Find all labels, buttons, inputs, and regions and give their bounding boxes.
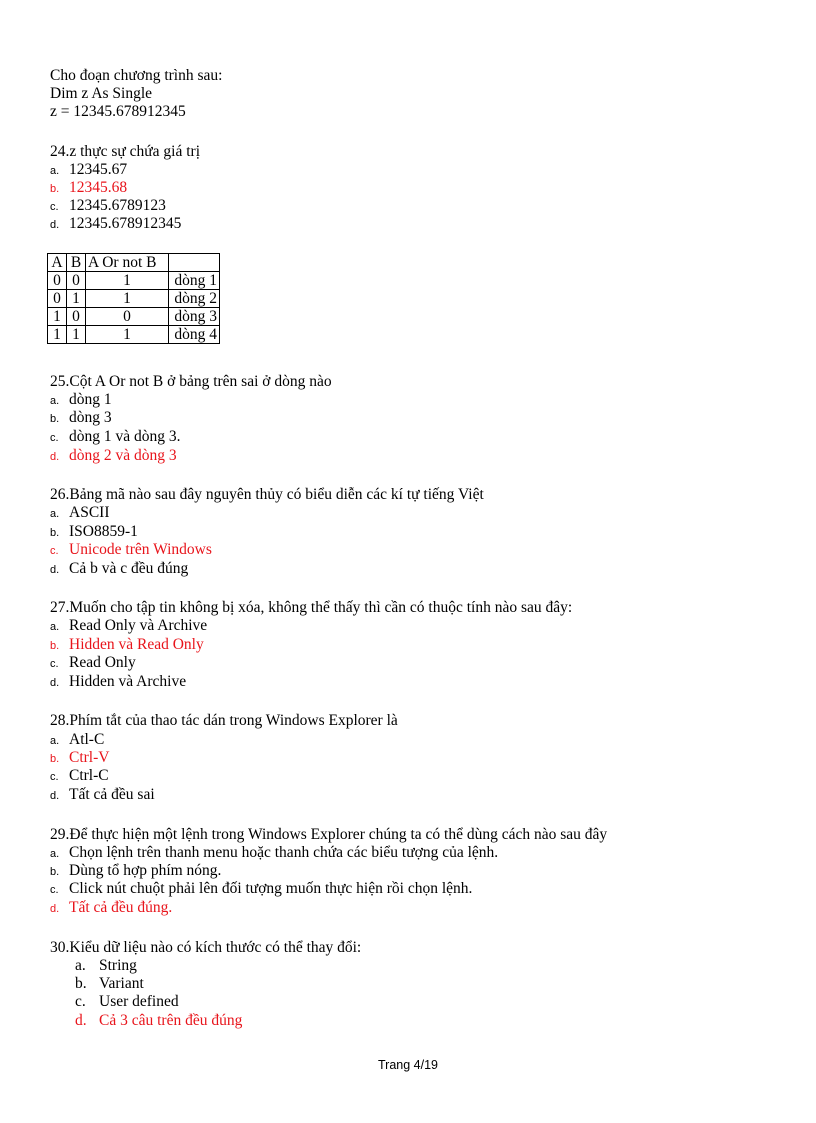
option-24d: d. 12345.678912345: [50, 215, 182, 232]
table-cell: 0: [67, 308, 86, 326]
table-cell: dòng 1: [169, 272, 220, 290]
table-cell: 0: [67, 272, 86, 290]
table-header: A Or not B: [86, 254, 169, 272]
option-28a: a. Atl-C: [50, 731, 105, 748]
option-25d-correct: d. dòng 2 và dòng 3: [50, 447, 177, 464]
option-27a: a. Read Only và Archive: [50, 617, 208, 634]
table-cell: 1: [86, 272, 169, 290]
question-27: 27.Muốn cho tập tin không bị xóa, không thể thấy thì cần có thuộc tính nào sau đây:: [50, 599, 573, 616]
table-cell: 0: [86, 308, 169, 326]
table-cell: 1: [86, 290, 169, 308]
table-row: [48, 326, 220, 344]
option-30c: c. User defined: [75, 993, 179, 1010]
truth-table: [47, 253, 220, 344]
table-cell: dòng 4: [169, 326, 220, 344]
option-30b: b. Variant: [75, 975, 144, 992]
option-25a: a. dòng 1: [50, 391, 112, 408]
table-cell: 1: [67, 326, 86, 344]
table-cell: dòng 2: [169, 290, 220, 308]
table-cell: dòng 3: [169, 308, 220, 326]
question-24: 24.z thực sự chứa giá trị: [50, 143, 201, 160]
option-29b: b. Dùng tổ hợp phím nóng.: [50, 862, 222, 879]
table-row: [48, 308, 220, 326]
table-header: B: [67, 254, 86, 272]
option-30a: a. String: [75, 957, 137, 974]
option-26b: b. ISO8859-1: [50, 523, 138, 540]
table-row: [48, 272, 220, 290]
option-24c: c. 12345.6789123: [50, 197, 166, 214]
table-cell: 0: [48, 272, 67, 290]
table-cell: 1: [48, 308, 67, 326]
option-24a: a. 12345.67: [50, 161, 128, 178]
option-27c: c. Read Only: [50, 654, 136, 671]
question-30: 30.Kiểu dữ liệu nào có kích thước có thể thay đổi:: [50, 939, 362, 956]
option-27b-correct: b. Hidden và Read Only: [50, 636, 204, 653]
table-header: [169, 254, 220, 272]
question-28: 28.Phím tắt của thao tác dán trong Windows Explorer là: [50, 712, 398, 729]
intro-code-line: Dim z As Single: [50, 85, 153, 102]
table-cell: 1: [86, 326, 169, 344]
option-29d-correct: d. Tất cả đều đúng.: [50, 899, 173, 916]
intro-code-line: z = 12345.678912345: [50, 103, 186, 120]
option-27d: d. Hidden và Archive: [50, 673, 187, 690]
option-28c: c. Ctrl-C: [50, 767, 109, 784]
intro-line: Cho đoạn chương trình sau:: [50, 67, 223, 84]
table-row: [48, 290, 220, 308]
option-30d-correct: d. Cả 3 câu trên đều đúng: [75, 1012, 243, 1029]
question-29: 29.Để thực hiện một lệnh trong Windows Explorer chúng ta có thể dùng cách nào sau đây: [50, 826, 608, 843]
option-25c: c. dòng 1 và dòng 3.: [50, 428, 181, 445]
option-26d: d. Cả b và c đều đúng: [50, 560, 189, 577]
option-25b: b. dòng 3: [50, 409, 112, 426]
option-28d: d. Tất cả đều sai: [50, 786, 155, 803]
option-29a: a. Chọn lệnh trên thanh menu hoặc thanh chứa các biểu tượng của lệnh.: [50, 844, 499, 861]
question-26: 26.Bảng mã nào sau đây nguyên thủy có biểu diễn các kí tự tiếng Việt: [50, 486, 484, 503]
table-header: A: [48, 254, 67, 272]
option-24b-correct: b. 12345.68: [50, 179, 128, 196]
option-29c: c. Click nút chuột phải lên đối tượng muốn thực hiện rồi chọn lệnh.: [50, 880, 473, 897]
option-26a: a. ASCII: [50, 504, 110, 521]
table-cell: 0: [48, 290, 67, 308]
question-25: 25.Cột A Or not B ở bảng trên sai ở dòng nào: [50, 373, 332, 390]
table-cell: 1: [48, 326, 67, 344]
table-cell: 1: [67, 290, 86, 308]
option-26c-correct: c. Unicode trên Windows: [50, 541, 212, 558]
table-header-row: [48, 254, 220, 272]
page-number: Trang 4/19: [378, 1058, 438, 1072]
option-28b-correct: b. Ctrl-V: [50, 749, 110, 766]
